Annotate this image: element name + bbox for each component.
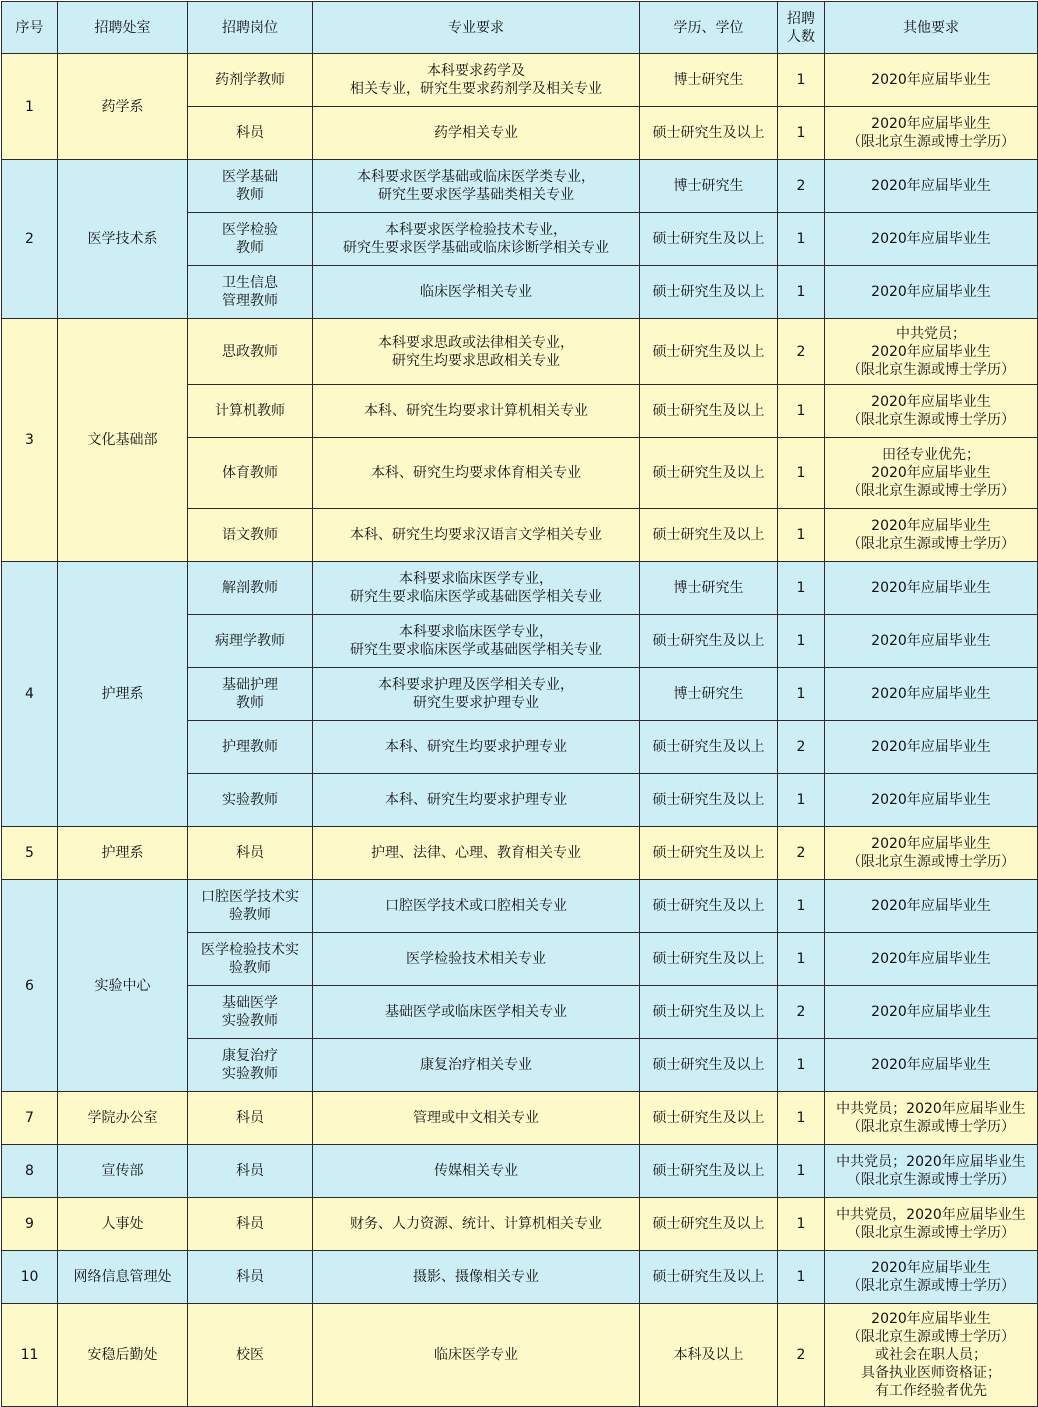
- cell-count: 1: [778, 266, 825, 319]
- cell-major: 本科要求医学基础或临床医学类专业， 研究生要求医学基础类相关专业: [313, 160, 640, 213]
- cell-dept: 护理系: [58, 827, 188, 880]
- cell-count: 1: [778, 438, 825, 509]
- cell-post: 口腔医学技术实 验教师: [188, 880, 313, 933]
- cell-edu: 硕士研究生及以上: [640, 107, 778, 160]
- header-no: 序号: [2, 2, 58, 54]
- cell-other: 中共党员；2020年应届毕业生 （限北京生源或博士学历）: [825, 1145, 1038, 1198]
- cell-other: 2020年应届毕业生: [825, 774, 1038, 827]
- cell-major: 本科、研究生均要求体育相关专业: [313, 438, 640, 509]
- cell-edu: 硕士研究生及以上: [640, 509, 778, 562]
- cell-post: 体育教师: [188, 438, 313, 509]
- cell-count: 1: [778, 54, 825, 107]
- cell-no: 5: [2, 827, 58, 880]
- cell-dept: 网络信息管理处: [58, 1251, 188, 1304]
- table-row: [2, 54, 1038, 107]
- cell-major: 医学检验技术相关专业: [313, 933, 640, 986]
- cell-post: 基础医学 实验教师: [188, 986, 313, 1039]
- cell-other: 2020年应届毕业生: [825, 721, 1038, 774]
- recruitment-table: [1, 1, 1038, 1407]
- table-row: [2, 562, 1038, 615]
- table-row: [2, 1304, 1038, 1407]
- table-row: [2, 880, 1038, 933]
- cell-no: 11: [2, 1304, 58, 1407]
- cell-count: 1: [778, 562, 825, 615]
- cell-post: 计算机教师: [188, 385, 313, 438]
- cell-post: 病理学教师: [188, 615, 313, 668]
- table-row: [2, 1092, 1038, 1145]
- cell-count: 1: [778, 774, 825, 827]
- cell-count: 2: [778, 986, 825, 1039]
- cell-major: 基础医学或临床医学相关专业: [313, 986, 640, 1039]
- cell-edu: 博士研究生: [640, 668, 778, 721]
- cell-other: 2020年应届毕业生 （限北京生源或博士学历）: [825, 107, 1038, 160]
- cell-other: 2020年应届毕业生: [825, 562, 1038, 615]
- table-row: [2, 827, 1038, 880]
- table-row: [2, 1198, 1038, 1251]
- cell-other: 2020年应届毕业生 （限北京生源或博士学历）: [825, 509, 1038, 562]
- cell-major: 本科、研究生均要求护理专业: [313, 774, 640, 827]
- cell-count: 1: [778, 385, 825, 438]
- cell-major: 护理、法律、心理、教育相关专业: [313, 827, 640, 880]
- cell-count: 2: [778, 721, 825, 774]
- cell-other: 2020年应届毕业生: [825, 266, 1038, 319]
- cell-post: 药剂学教师: [188, 54, 313, 107]
- cell-edu: 硕士研究生及以上: [640, 1092, 778, 1145]
- header-major: 专业要求: [313, 2, 640, 54]
- cell-dept: 人事处: [58, 1198, 188, 1251]
- cell-major: 本科要求药学及 相关专业，研究生要求药剂学及相关专业: [313, 54, 640, 107]
- table-row: [2, 1251, 1038, 1304]
- header-count: 招聘 人数: [778, 2, 825, 54]
- table-header-row: [2, 2, 1038, 54]
- cell-major: 摄影、摄像相关专业: [313, 1251, 640, 1304]
- cell-no: 6: [2, 880, 58, 1092]
- cell-no: 8: [2, 1145, 58, 1198]
- cell-no: 1: [2, 54, 58, 160]
- cell-count: 1: [778, 933, 825, 986]
- cell-other: 2020年应届毕业生: [825, 160, 1038, 213]
- cell-major: 管理或中文相关专业: [313, 1092, 640, 1145]
- cell-edu: 硕士研究生及以上: [640, 1198, 778, 1251]
- header-edu: 学历、学位: [640, 2, 778, 54]
- cell-count: 1: [778, 107, 825, 160]
- cell-edu: 硕士研究生及以上: [640, 213, 778, 266]
- cell-major: 本科要求思政或法律相关专业， 研究生均要求思政相关专业: [313, 319, 640, 385]
- cell-major: 本科要求临床医学专业， 研究生要求临床医学或基础医学相关专业: [313, 615, 640, 668]
- header-other: 其他要求: [825, 2, 1038, 54]
- cell-count: 2: [778, 827, 825, 880]
- cell-other: 2020年应届毕业生: [825, 1039, 1038, 1092]
- cell-dept: 护理系: [58, 562, 188, 827]
- cell-edu: 硕士研究生及以上: [640, 1039, 778, 1092]
- cell-other: 中共党员； 2020年应届毕业生 （限北京生源或博士学历）: [825, 319, 1038, 385]
- cell-post: 思政教师: [188, 319, 313, 385]
- cell-no: 10: [2, 1251, 58, 1304]
- cell-post: 科员: [188, 1251, 313, 1304]
- cell-post: 科员: [188, 1145, 313, 1198]
- cell-post: 科员: [188, 827, 313, 880]
- cell-count: 1: [778, 1145, 825, 1198]
- cell-edu: 博士研究生: [640, 54, 778, 107]
- cell-major: 临床医学相关专业: [313, 266, 640, 319]
- cell-edu: 硕士研究生及以上: [640, 319, 778, 385]
- cell-edu: 硕士研究生及以上: [640, 827, 778, 880]
- cell-post: 科员: [188, 107, 313, 160]
- cell-major: 本科、研究生均要求护理专业: [313, 721, 640, 774]
- cell-other: 田径专业优先； 2020年应届毕业生 （限北京生源或博士学历）: [825, 438, 1038, 509]
- cell-edu: 博士研究生: [640, 160, 778, 213]
- cell-dept: 文化基础部: [58, 319, 188, 562]
- cell-other: 2020年应届毕业生: [825, 615, 1038, 668]
- cell-other: 2020年应届毕业生 （限北京生源或博士学历）: [825, 385, 1038, 438]
- cell-other: 2020年应届毕业生: [825, 213, 1038, 266]
- cell-count: 1: [778, 213, 825, 266]
- cell-dept: 宣传部: [58, 1145, 188, 1198]
- cell-other: 2020年应届毕业生: [825, 54, 1038, 107]
- cell-count: 1: [778, 615, 825, 668]
- cell-count: 1: [778, 1251, 825, 1304]
- cell-major: 本科、研究生均要求汉语言文学相关专业: [313, 509, 640, 562]
- cell-count: 1: [778, 509, 825, 562]
- cell-count: 2: [778, 1304, 825, 1407]
- header-post: 招聘岗位: [188, 2, 313, 54]
- cell-post: 康复治疗 实验教师: [188, 1039, 313, 1092]
- cell-no: 2: [2, 160, 58, 319]
- cell-no: 3: [2, 319, 58, 562]
- table-row: [2, 1145, 1038, 1198]
- cell-edu: 硕士研究生及以上: [640, 721, 778, 774]
- cell-post: 医学基础 教师: [188, 160, 313, 213]
- table-body: [2, 54, 1038, 1407]
- cell-dept: 学院办公室: [58, 1092, 188, 1145]
- cell-count: 1: [778, 668, 825, 721]
- cell-edu: 硕士研究生及以上: [640, 880, 778, 933]
- cell-edu: 硕士研究生及以上: [640, 385, 778, 438]
- cell-post: 解剖教师: [188, 562, 313, 615]
- cell-post: 基础护理 教师: [188, 668, 313, 721]
- cell-major: 本科要求医学检验技术专业， 研究生要求医学基础或临床诊断学相关专业: [313, 213, 640, 266]
- cell-other: 2020年应届毕业生: [825, 986, 1038, 1039]
- cell-edu: 硕士研究生及以上: [640, 1251, 778, 1304]
- cell-major: 临床医学专业: [313, 1304, 640, 1407]
- cell-edu: 硕士研究生及以上: [640, 1145, 778, 1198]
- table-row: [2, 160, 1038, 213]
- cell-no: 9: [2, 1198, 58, 1251]
- cell-major: 本科要求护理及医学相关专业， 研究生要求护理专业: [313, 668, 640, 721]
- cell-post: 科员: [188, 1092, 313, 1145]
- cell-edu: 本科及以上: [640, 1304, 778, 1407]
- cell-no: 4: [2, 562, 58, 827]
- header-dept: 招聘处室: [58, 2, 188, 54]
- cell-major: 口腔医学技术或口腔相关专业: [313, 880, 640, 933]
- table-row: [2, 319, 1038, 385]
- cell-no: 7: [2, 1092, 58, 1145]
- cell-other: 2020年应届毕业生: [825, 880, 1038, 933]
- cell-post: 医学检验技术实 验教师: [188, 933, 313, 986]
- cell-major: 本科、研究生均要求计算机相关专业: [313, 385, 640, 438]
- cell-other: 2020年应届毕业生 （限北京生源或博士学历）: [825, 827, 1038, 880]
- cell-other: 2020年应届毕业生 （限北京生源或博士学历）: [825, 1251, 1038, 1304]
- cell-major: 传媒相关专业: [313, 1145, 640, 1198]
- cell-other: 中共党员；2020年应届毕业生 （限北京生源或博士学历）: [825, 1092, 1038, 1145]
- cell-other: 2020年应届毕业生: [825, 668, 1038, 721]
- cell-other: 2020年应届毕业生: [825, 933, 1038, 986]
- cell-count: 1: [778, 1198, 825, 1251]
- cell-major: 本科要求临床医学专业， 研究生要求临床医学或基础医学相关专业: [313, 562, 640, 615]
- cell-edu: 硕士研究生及以上: [640, 438, 778, 509]
- cell-other: 中共党员，2020年应届毕业生 （限北京生源或博士学历）: [825, 1198, 1038, 1251]
- cell-edu: 硕士研究生及以上: [640, 266, 778, 319]
- cell-post: 校医: [188, 1304, 313, 1407]
- cell-dept: 医学技术系: [58, 160, 188, 319]
- cell-count: 1: [778, 1039, 825, 1092]
- cell-count: 1: [778, 880, 825, 933]
- cell-post: 科员: [188, 1198, 313, 1251]
- cell-post: 语文教师: [188, 509, 313, 562]
- cell-count: 2: [778, 319, 825, 385]
- cell-major: 财务、人力资源、统计、计算机相关专业: [313, 1198, 640, 1251]
- cell-post: 护理教师: [188, 721, 313, 774]
- cell-post: 实验教师: [188, 774, 313, 827]
- cell-edu: 硕士研究生及以上: [640, 774, 778, 827]
- cell-other: 2020年应届毕业生 （限北京生源或博士学历） 或社会在职人员； 具备执业医师资格证； 有工作经验者优先: [825, 1304, 1038, 1407]
- cell-count: 1: [778, 1092, 825, 1145]
- cell-dept: 安稳后勤处: [58, 1304, 188, 1407]
- cell-dept: 药学系: [58, 54, 188, 160]
- cell-edu: 硕士研究生及以上: [640, 933, 778, 986]
- cell-major: 康复治疗相关专业: [313, 1039, 640, 1092]
- cell-edu: 硕士研究生及以上: [640, 986, 778, 1039]
- cell-edu: 硕士研究生及以上: [640, 615, 778, 668]
- cell-count: 2: [778, 160, 825, 213]
- cell-post: 卫生信息 管理教师: [188, 266, 313, 319]
- cell-post: 医学检验 教师: [188, 213, 313, 266]
- cell-dept: 实验中心: [58, 880, 188, 1092]
- cell-edu: 博士研究生: [640, 562, 778, 615]
- cell-major: 药学相关专业: [313, 107, 640, 160]
